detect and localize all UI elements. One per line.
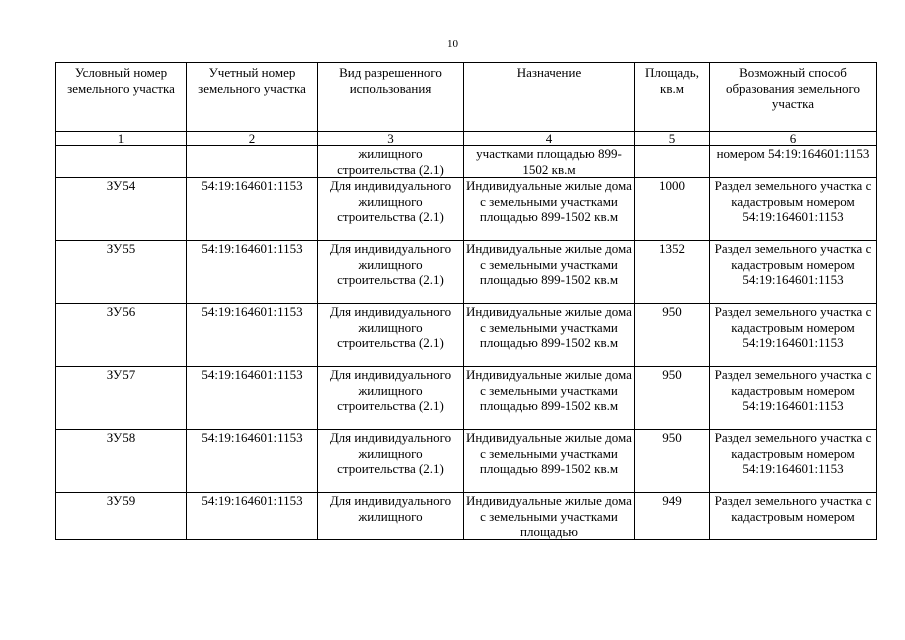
cell-text: Раздел земельного участка с кадастровым номером 54:19:164601:1153 bbox=[714, 241, 872, 287]
column-header: Вид разрешенного использования bbox=[318, 63, 464, 132]
area-cell bbox=[635, 493, 710, 540]
table-row bbox=[56, 367, 877, 430]
cell-text: Индивидуальные жилые дома с земельными участками площадью 899-1502 кв.м bbox=[466, 430, 632, 476]
formation-method-cell bbox=[710, 367, 877, 430]
cell-text: Индивидуальные жилые дома с земельными участками площадью 899-1502 кв.м bbox=[466, 367, 632, 413]
formation-method-cell bbox=[710, 241, 877, 304]
column-number-row bbox=[56, 132, 877, 146]
column-header: Назначение bbox=[464, 63, 635, 132]
plot-id-cell bbox=[56, 493, 187, 540]
permitted-use-cell bbox=[318, 493, 464, 540]
cell-text: Раздел земельного участка с кадастровым номером 54:19:164601:1153 bbox=[714, 430, 872, 476]
cell-text: ЗУ57 bbox=[106, 367, 136, 382]
cell-text: Раздел земельного участка с кадастровым номером 54:19:164601:1153 bbox=[714, 304, 872, 350]
cell-text: Для индивидуального жилищного строительства (2.1) bbox=[329, 241, 452, 287]
cell-text: 54:19:164601:1153 bbox=[201, 304, 303, 319]
cell-text: Индивидуальные жилые дома с земельными участками площадью 899-1502 кв.м bbox=[466, 241, 632, 287]
cadastral-number-cell bbox=[187, 304, 318, 367]
column-number: 1 bbox=[56, 132, 187, 146]
cell-text: 1000 bbox=[659, 178, 685, 193]
cell-text: 54:19:164601:1153 bbox=[201, 367, 303, 382]
header-row bbox=[56, 63, 877, 132]
formation-method-cell bbox=[710, 178, 877, 241]
formation-method-cell bbox=[710, 493, 877, 540]
cell-text: 54:19:164601:1153 bbox=[201, 430, 303, 445]
column-header: Площадь, кв.м bbox=[635, 63, 710, 132]
purpose-cell bbox=[464, 367, 635, 430]
permitted-use-cell bbox=[318, 367, 464, 430]
cell-text: 54:19:164601:1153 bbox=[201, 241, 303, 256]
cell-text: 949 bbox=[662, 493, 682, 508]
cadastral-number-cell bbox=[187, 367, 318, 430]
area-cell bbox=[635, 367, 710, 430]
plot-id-cell bbox=[56, 430, 187, 493]
table-row bbox=[56, 178, 877, 241]
cell-text: Индивидуальные жилые дома с земельными участками площадью bbox=[466, 493, 632, 539]
column-number: 5 bbox=[635, 132, 710, 146]
permitted-use-cell bbox=[318, 178, 464, 241]
table-cell: номером 54:19:164601:1153 bbox=[710, 146, 877, 178]
table-cell: участками площадью 899-1502 кв.м bbox=[464, 146, 635, 178]
cell-text: Для индивидуального жилищного строительства (2.1) bbox=[329, 367, 452, 413]
area-cell bbox=[635, 430, 710, 493]
plot-id-cell bbox=[56, 178, 187, 241]
cell-text: ЗУ55 bbox=[106, 241, 136, 256]
cell-text: Индивидуальные жилые дома с земельными участками площадью 899-1502 кв.м bbox=[466, 178, 632, 224]
permitted-use-cell bbox=[318, 241, 464, 304]
column-header: Учетный номер земельного участка bbox=[187, 63, 318, 132]
column-number: 3 bbox=[318, 132, 464, 146]
cell-text: 54:19:164601:1153 bbox=[201, 178, 303, 193]
cell-text: 950 bbox=[662, 367, 682, 382]
cell-text: Для индивидуального жилищного строительства (2.1) bbox=[329, 430, 452, 476]
table-row bbox=[56, 241, 877, 304]
cadastral-number-cell bbox=[187, 430, 318, 493]
cadastral-number-cell bbox=[187, 178, 318, 241]
cell-text: ЗУ54 bbox=[106, 178, 136, 193]
table-cell bbox=[187, 146, 318, 178]
cell-text: Для индивидуального жилищного строительства (2.1) bbox=[329, 304, 452, 350]
plot-id-cell bbox=[56, 367, 187, 430]
cadastral-number-cell bbox=[187, 493, 318, 540]
cell-text: 950 bbox=[662, 430, 682, 445]
column-header: Условный номер земельного участка bbox=[56, 63, 187, 132]
table-row bbox=[56, 493, 877, 540]
cell-text: ЗУ56 bbox=[106, 304, 136, 319]
cell-text: Для индивидуального жилищного строительства (2.1) bbox=[329, 178, 452, 224]
cell-text: Раздел земельного участка с кадастровым номером 54:19:164601:1153 bbox=[714, 367, 872, 413]
table-cell bbox=[56, 146, 187, 178]
purpose-cell bbox=[464, 493, 635, 540]
cell-text: Для индивидуального жилищного bbox=[329, 493, 452, 524]
column-number: 6 bbox=[710, 132, 877, 146]
cell-text: ЗУ58 bbox=[106, 430, 136, 445]
area-cell bbox=[635, 241, 710, 304]
plot-id-cell bbox=[56, 241, 187, 304]
table-cell bbox=[635, 146, 710, 178]
purpose-cell bbox=[464, 304, 635, 367]
column-header: Возможный способ образования земельного участка bbox=[710, 63, 877, 132]
purpose-cell bbox=[464, 241, 635, 304]
column-number: 2 bbox=[187, 132, 318, 146]
formation-method-cell bbox=[710, 430, 877, 493]
cell-text: Индивидуальные жилые дома с земельными участками площадью 899-1502 кв.м bbox=[466, 304, 632, 350]
cell-text: 1352 bbox=[659, 241, 685, 256]
purpose-cell bbox=[464, 178, 635, 241]
cell-text: 54:19:164601:1153 bbox=[201, 493, 303, 508]
table-row bbox=[56, 304, 877, 367]
area-cell bbox=[635, 178, 710, 241]
cadastral-number-cell bbox=[187, 241, 318, 304]
plot-id-cell bbox=[56, 304, 187, 367]
cell-text: Раздел земельного участка с кадастровым номером bbox=[714, 493, 872, 524]
cell-text: Раздел земельного участка с кадастровым номером 54:19:164601:1153 bbox=[714, 178, 872, 224]
table-cell: жилищного строительства (2.1) bbox=[318, 146, 464, 178]
cell-text: ЗУ59 bbox=[106, 493, 136, 508]
column-number: 4 bbox=[464, 132, 635, 146]
continuation-row bbox=[56, 146, 877, 178]
permitted-use-cell bbox=[318, 304, 464, 367]
permitted-use-cell bbox=[318, 430, 464, 493]
land-plots-table bbox=[55, 62, 877, 540]
table-row bbox=[56, 430, 877, 493]
area-cell bbox=[635, 304, 710, 367]
page-number: 10 bbox=[447, 38, 458, 50]
cell-text: 950 bbox=[662, 304, 682, 319]
purpose-cell bbox=[464, 430, 635, 493]
formation-method-cell bbox=[710, 304, 877, 367]
